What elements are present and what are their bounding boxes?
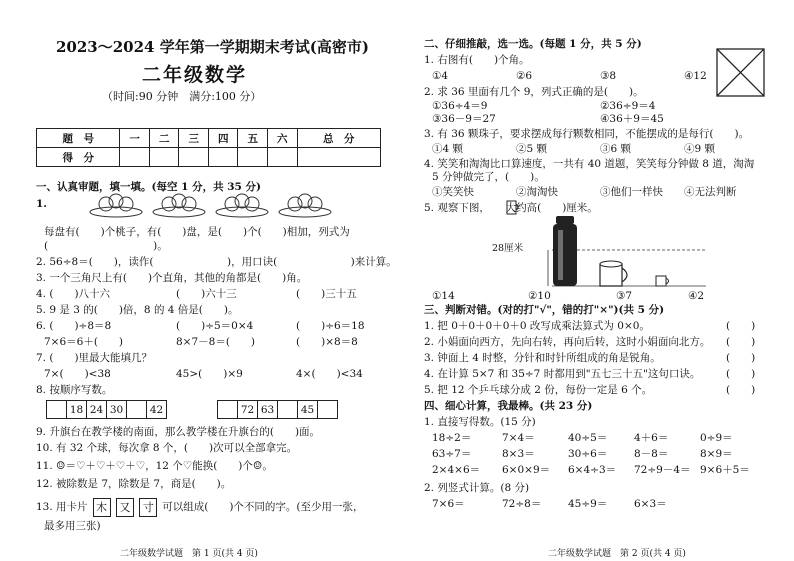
answer-paren[interactable]: ( ) <box>726 384 756 396</box>
s3-item: 3. 钟面上 4 时整，分针和时针所组成的角是锐角。 <box>424 352 661 364</box>
plate-icon <box>279 194 331 217</box>
s3-item: 1. 把 0＋0＋0＋0＋0 改写成乘法算式为 0×0。 <box>424 320 650 332</box>
calc-cell: 6×4÷3＝ <box>568 464 617 476</box>
plate-icon <box>90 194 142 217</box>
plate-icon <box>216 194 268 217</box>
card-mu: 木 <box>93 498 111 517</box>
card-you: 又 <box>116 498 134 517</box>
score-cell[interactable] <box>268 148 298 167</box>
sequence-cell[interactable] <box>217 400 238 419</box>
answer-paren[interactable]: ( ) <box>726 352 756 364</box>
s2-q3-opt[interactable]: ②5 颗 <box>516 143 548 155</box>
score-header-cell: 六 <box>268 129 298 148</box>
cup-icon <box>656 276 669 286</box>
sequence-cell: 42 <box>146 400 167 419</box>
answer-paren[interactable]: ( ) <box>726 368 756 380</box>
calc-cell: 6×0×9＝ <box>502 464 551 476</box>
s2-q4-opt[interactable]: ④无法判断 <box>684 186 737 198</box>
s2-q3-opt[interactable]: ①4 颗 <box>432 143 464 155</box>
sequence-cell: 72 <box>237 400 258 419</box>
s2-q2-opt[interactable]: ③36－9＝27 <box>432 113 496 125</box>
exam-title: 2023～2024 学年第一学期期末考试(高密市) <box>56 38 369 56</box>
s2-q5-opt[interactable]: ④2 <box>688 290 705 302</box>
q5: 5. 9 是 3 的( )倍，8 的 4 倍是( )。 <box>36 304 239 316</box>
s4-sub1: 1. 直接写得数。(15 分) <box>424 416 536 428</box>
s2-q5-opt[interactable]: ②10 <box>528 290 551 302</box>
score-cell[interactable] <box>179 148 209 167</box>
sequence-cell: 24 <box>86 400 107 419</box>
calc-cell: 9×6＋5＝ <box>700 464 750 476</box>
section2-heading: 二、仔细推敲，选一选。(每题 1 分，共 5 分) <box>424 38 642 50</box>
q13 <box>36 498 364 517</box>
page2-footer: 二年级数学试题 第 2 页(共 4 页) <box>548 549 686 559</box>
s2-q3-opt[interactable]: ③6 颗 <box>600 143 632 155</box>
s2-q4: 4. 笑笑和淘淘比口算速度，一共有 40 道题，笑笑每分钟做 8 道，淘淘 <box>424 158 755 170</box>
s3-item: 5. 把 12 个乒乓球分成 2 份，每份一定是 6 个。 <box>424 384 653 396</box>
calc-cell: 0÷9＝ <box>700 432 733 444</box>
vertical-calc: 72÷8＝ <box>502 498 542 510</box>
q7-b: 45>( )×9 <box>176 368 243 380</box>
s4-sub2: 2. 列竖式计算。(8 分) <box>424 482 530 494</box>
q1-number: 1. <box>36 198 47 210</box>
figure-height-label: 28厘米 <box>492 243 524 254</box>
s2-q5-opt[interactable]: ①14 <box>432 290 455 302</box>
q8: 8. 按顺序写数。 <box>36 384 113 396</box>
plate-icon <box>153 194 205 217</box>
calc-cell: 8－8＝ <box>634 448 669 460</box>
q13-pre: 13. 用卡片 <box>36 501 88 513</box>
section3-heading: 三、判断对错。(对的打"√"，错的打"×")(共 5 分) <box>424 304 665 316</box>
score-header-cell: 题 号 <box>37 129 120 148</box>
calc-cell: 30÷6＝ <box>568 448 608 460</box>
peach-plates-figure <box>88 193 358 219</box>
score-cell[interactable] <box>149 148 179 167</box>
calc-cell: 18÷2＝ <box>432 432 472 444</box>
s2-q3: 3. 有 36 颗珠子，要求摆成每行颗数相同，不能摆成的是每行( )。 <box>424 128 750 140</box>
s2-q3-opt[interactable]: ④9 颗 <box>684 143 716 155</box>
sequence-boxes-1 <box>47 400 167 419</box>
exam-time-info: （时间:90 分钟 满分:100 分） <box>102 90 262 103</box>
sequence-cell: 45 <box>297 400 318 419</box>
page1-footer: 二年级数学试题 第 1 页(共 4 页) <box>120 549 258 559</box>
q2: 2. 56÷8＝( )，读作( )，用口诀( )来计算。 <box>36 256 397 268</box>
q13-cards <box>92 498 159 517</box>
section1-heading: 一、认真审题，填一填。(每空 1 分，共 35 分) <box>36 181 261 193</box>
sequence-cell[interactable] <box>317 400 338 419</box>
exam-subject: 二年级数学 <box>142 64 248 86</box>
s2-q2-opt[interactable]: ②36÷9＝4 <box>600 100 656 112</box>
q4-c: ( )三十五 <box>296 288 357 300</box>
q13-post: 可以组成( )个不同的字。(至少用一张， <box>162 501 364 513</box>
square-diagonals-figure <box>716 48 766 98</box>
q10: 10. 有 32 个球，每次拿 8 个，( )次可以全部拿完。 <box>36 442 298 454</box>
s2-q5: 5. 观察下图， 大约高( )厘米。 <box>424 202 598 214</box>
s2-q2-opt[interactable]: ④36＋9＝45 <box>600 113 664 125</box>
sequence-cell: 63 <box>257 400 278 419</box>
sequence-cell[interactable] <box>46 400 67 419</box>
score-header-cell: 总 分 <box>297 129 380 148</box>
score-header-cell: 一 <box>120 129 150 148</box>
score-cell[interactable] <box>208 148 238 167</box>
calc-cell: 63÷7＝ <box>432 448 472 460</box>
sequence-boxes-2 <box>218 400 338 419</box>
s2-q2-opt[interactable]: ①36÷4＝9 <box>432 100 488 112</box>
score-cell[interactable] <box>120 148 150 167</box>
sequence-cell[interactable] <box>277 400 298 419</box>
score-header-cell: 二 <box>149 129 179 148</box>
vertical-calc: 45÷9＝ <box>568 498 608 510</box>
sequence-cell: 30 <box>106 400 127 419</box>
s2-q4-line2: 5 分钟做完了，( )。 <box>432 171 545 183</box>
sequence-cell: 18 <box>66 400 87 419</box>
score-row-label: 得 分 <box>37 148 120 167</box>
answer-paren[interactable]: ( ) <box>726 336 756 348</box>
q7-a: 7×( )<38 <box>44 368 111 380</box>
q1-line2: ( )。 <box>44 240 168 252</box>
section4-heading: 四、细心计算，我最棒。(共 23 分) <box>424 400 593 412</box>
calc-cell: 40÷5＝ <box>568 432 608 444</box>
q12: 12. 被除数是 7，除数是 7，商是( )。 <box>36 478 232 490</box>
s2-q5-opt[interactable]: ③7 <box>616 290 633 302</box>
sequence-cell[interactable] <box>126 400 147 419</box>
q7: 7. ( )里最大能填几？ <box>36 352 153 364</box>
answer-paren[interactable]: ( ) <box>726 320 756 332</box>
calc-cell: 4＋6＝ <box>634 432 669 444</box>
score-header-cell: 五 <box>238 129 268 148</box>
q6-b: ( )÷5＝0×4 <box>176 320 254 332</box>
calc-cell: 8×3＝ <box>502 448 535 460</box>
s2-q1-opt[interactable]: ②6 <box>516 70 533 82</box>
score-header-cell: 四 <box>208 129 238 148</box>
calc-cell: 8×9＝ <box>700 448 733 460</box>
s2-q4-opt[interactable]: ①笑笑快 <box>432 186 474 198</box>
s3-item: 4. 在计算 5×7 和 35÷7 时都用到"五七三十五"这句口诀。 <box>424 368 701 380</box>
q6-c: ( )÷6＝18 <box>296 320 365 332</box>
s2-q1-opt[interactable]: ④12 <box>684 70 707 82</box>
q4-a: 4. ( )八十六 <box>36 288 111 300</box>
q13-line2: 最多用三张) <box>44 520 101 532</box>
calc-cell: 2×4×6＝ <box>432 464 481 476</box>
jug-icon <box>600 261 627 286</box>
s2-q1-opt[interactable]: ③8 <box>600 70 617 82</box>
q6-e: 8×7－8＝( ) <box>176 336 256 348</box>
s2-q2: 2. 求 36 里面有几个 9，列式正确的是( )。 <box>424 86 644 98</box>
score-cell[interactable] <box>238 148 268 167</box>
score-cell[interactable] <box>297 148 380 167</box>
q6-a: 6. ( )÷8＝8 <box>36 320 112 332</box>
q11: 11. ☺＝♡＋♡＋♡＋♡，12 个♡能换( )个☺。 <box>36 460 273 472</box>
s2-q1: 1. 右图有( )个角。 <box>424 54 530 66</box>
vertical-calc: 6×3＝ <box>634 498 667 510</box>
s3-item: 2. 小娟面向西方，先向右转，再向后转，这时小娟面向北方。 <box>424 336 711 348</box>
card-cun: 寸 <box>139 498 157 517</box>
q9: 9. 升旗台在教学楼的南面，那么教学楼在升旗台的( )面。 <box>36 426 321 438</box>
thermos-icon <box>553 216 577 286</box>
s2-q1-opt[interactable]: ①4 <box>432 70 449 82</box>
q6-d: 7×6＝6＋( ) <box>44 336 124 348</box>
vertical-calc: 7×6＝ <box>432 498 465 510</box>
calc-cell: 7×4＝ <box>502 432 535 444</box>
s2-q4-opt[interactable]: ②淘淘快 <box>516 186 558 198</box>
calc-cell: 72÷9－4＝ <box>634 464 691 476</box>
score-header-cell: 三 <box>179 129 209 148</box>
q1-text: 每盘有( )个桃子，有( )盘，是( )个( )相加，列式为 <box>44 226 350 238</box>
q6-f: ( )×8＝8 <box>296 336 358 348</box>
q4-b: ( )六十三 <box>176 288 237 300</box>
score-table <box>36 128 381 167</box>
q3: 3. 一个三角尺上有( )个直角，其他的角都是( )角。 <box>36 272 308 284</box>
q7-c: 4×( )<34 <box>296 368 363 380</box>
s2-q4-opt[interactable]: ③他们一样快 <box>600 186 663 198</box>
